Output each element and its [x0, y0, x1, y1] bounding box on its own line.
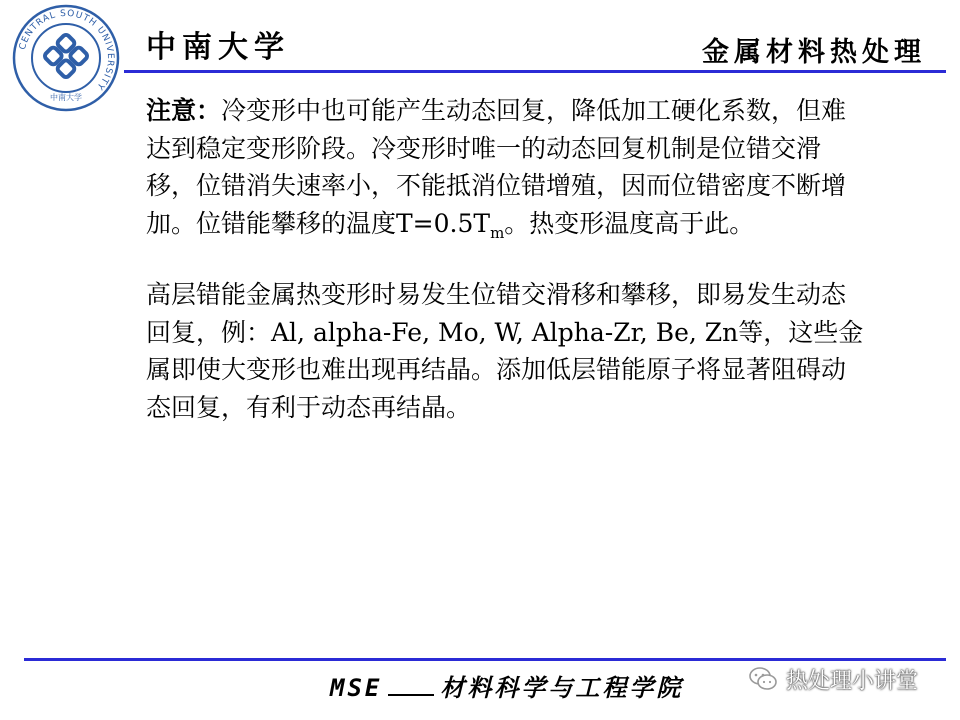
footer-underline — [388, 694, 434, 696]
wechat-icon — [748, 665, 778, 693]
paragraph-1 — [146, 92, 866, 252]
note-label: 注意： — [146, 96, 222, 125]
footer-mse: MSE — [330, 674, 383, 702]
university-logo — [12, 4, 120, 112]
course-title: 金属材料热处理 — [702, 37, 926, 68]
wechat-account-name: 热处理小讲堂 — [786, 668, 919, 694]
paragraph-2: 高层错能金属热变形时易发生位错交滑移和攀移，即易发生动态回复，例：Al, alpha-Fe, Mo, W, Alpha-Zr, Be, Zn等，这些金属即使大变形也难出现再结晶。添加低层错能原子将显著阻碍动态回复，有利于动态再结晶。 — [146, 280, 864, 422]
footer-school — [330, 668, 683, 703]
subscript-m: m — [490, 223, 505, 242]
footer-divider — [24, 658, 946, 661]
university-name: 中南大学 — [146, 30, 290, 65]
header-divider — [124, 70, 946, 73]
wechat-watermark — [748, 664, 918, 694]
logo-chinese-text: 中南大学 — [50, 93, 82, 102]
paragraph-1-text-b: 。热变形温度高于此。 — [504, 208, 755, 238]
logo-ring-text: CENTRAL SOUTH UNIVERSITY — [17, 8, 116, 92]
footer-school-name: 材料科学与工程学院 — [440, 673, 684, 702]
paragraph-1-text-a: 冷变形中也可能产生动态回复，降低加工硬化系数，但难达到稳定变形阶段。冷变形时唯一的动态回复机制是位错交滑移，位错消失速率小，不能抵消位错增殖，因而位错密度不断增加。位错能攀移的温度T=0.5T — [146, 96, 847, 238]
slide-body — [146, 92, 866, 426]
